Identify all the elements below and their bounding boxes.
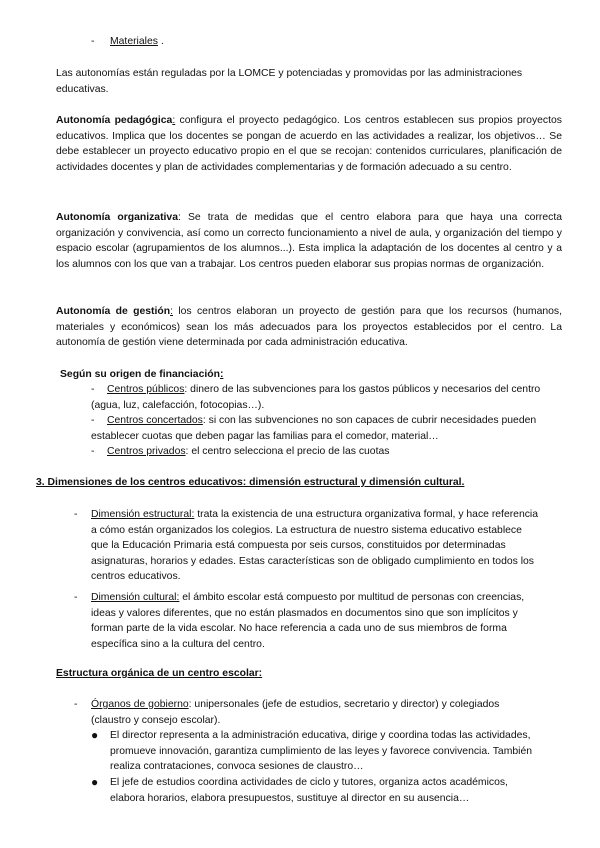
- dimension-term: Dimensión estructural:: [91, 509, 195, 520]
- financiacion-title: Según su origen de financiación: [60, 369, 220, 380]
- financiacion-colon: :: [219, 369, 224, 380]
- section3-heading: 3. Dimensiones de los centros educativos: dimensión estructural y dimensión cultural.: [36, 477, 465, 488]
- bullet-jefe-estudios: El jefe de estudios coordina actividades de ciclo y tutores, organiza actos académicos, elabora horarios, elabora presupuestos, sustituye al director en su ausencia…: [110, 777, 508, 804]
- list-dash: -: [91, 36, 95, 47]
- pedagogica-text: configura el proyecto pedagógico. Los centros establecen sus propios proyectos educativos. Implica que los docentes se pongan de acuerdo en las actividades a realizar, los objetivos… Se debe establecer un proyecto educativo propio en el que se recojan: contenidos curriculares, planificación de actividades docentes y plan de actividades complementarias y de formación adecuado a su centro.: [56, 115, 562, 173]
- organizativa-title: Autonomía organizativa: [56, 212, 178, 223]
- bullet-director: El director representa a la administración educativa, dirige y coordina todas las actividades, promueve innovación, garantiza cumplimiento de las leyes y favorece convivencia. También realiza contrataciones, convoca sesiones de claustro…: [110, 730, 533, 773]
- list-dash: -: [91, 415, 95, 426]
- gestion-paragraph: [56, 304, 562, 351]
- dimension-cultural: [91, 590, 541, 652]
- financiacion-term: Centros privados: [107, 446, 186, 457]
- dimension-term: Dimensión cultural:: [91, 592, 180, 603]
- bullet-icon: ●: [91, 775, 99, 789]
- financiacion-text: : si con las subvenciones no son capaces de cubrir necesidades pueden establecer cuotas que deben pagar las familias para el comedor, material…: [91, 415, 537, 442]
- pedagogica-colon: :: [172, 115, 176, 126]
- estructura-heading: Estructura orgánica de un centro escolar:: [56, 668, 263, 679]
- pedagogica-paragraph: [56, 113, 562, 175]
- bullet-icon: ●: [91, 728, 99, 742]
- financiacion-text: : dinero de las subvenciones para los gastos públicos y necesarios del centro (agua, luz, calefacción, fotocopias…).: [91, 384, 541, 411]
- financiacion-item-privados: [91, 444, 541, 460]
- list-dash: -: [91, 446, 95, 457]
- dimension-text: el ámbito escolar está compuesto por multitud de personas con creencias, ideas y valores diferentes, que no están plasmados en documentos sino que son implícitos y forman parte de la vida escolar. No hace referencia a cada uno de sus miembros de forma específica sino a la cultura del centro.: [91, 592, 525, 650]
- list-dash: -: [74, 699, 78, 710]
- intro-paragraph: Las autonomías están reguladas por la LOMCE y potenciadas y promovidas por las administraciones educativas.: [56, 68, 523, 95]
- organos-text: : unipersonales (jefe de estudios, secretario y director) y colegiados (claustro y consejo escolar).: [91, 699, 500, 726]
- list-dash: -: [91, 384, 95, 395]
- financiacion-term: Centros concertados: [107, 415, 203, 426]
- financiacion-text: : el centro selecciona el precio de las cuotas: [185, 446, 390, 457]
- gestion-title: Autonomía de gestión: [56, 306, 171, 317]
- financiacion-item-concertados: [91, 413, 541, 444]
- organos-term: Órganos de gobierno: [91, 699, 189, 710]
- organos-gobierno: [91, 697, 541, 728]
- dimension-text: trata la existencia de una estructura organizativa formal, y hace referencia a cómo están organizados los colegios. La estructura de nuestro sistema educativo establece que la Educación Primaria está compuesta por seis cursos, constituidos por determinadas asignaturas, horarios y edades. Estas características son de obligado cumplimiento en todos los centros educativos.: [91, 509, 539, 583]
- organizativa-text: : Se trata de medidas que el centro elabora para que haya una correcta organización y convivencia, así como un correcto funcionamiento a nivel de aula, y organización del tiempo y espacio escolar (agrupamientos de los alumnos...). Esta implica la adaptación de los docentes al centro y a los alumnos con los que van a trabajar. Los centros pueden elaborar sus propias normas de organización.: [56, 212, 563, 270]
- gestion-colon: :: [170, 306, 173, 317]
- financiacion-heading: [60, 367, 223, 383]
- pedagogica-title: Autonomía pedagógica: [56, 115, 173, 126]
- materiales-period: .: [161, 36, 164, 47]
- organizativa-paragraph: [56, 210, 562, 272]
- list-dash: -: [74, 509, 78, 520]
- financiacion-term: Centros públicos: [107, 384, 185, 395]
- list-dash: -: [74, 592, 78, 603]
- financiacion-item-publicos: [91, 382, 541, 413]
- materiales-item: Materiales: [110, 36, 158, 47]
- dimension-estructural: [91, 507, 541, 585]
- gestion-text: los centros elaboran un proyecto de gestión para que los recursos (humanos, materiales y económicos) sean los más adecuados para los proyectos establecidos por el centro. La autonomía de gestión viene determinada por cada administración educativa.: [56, 306, 563, 349]
